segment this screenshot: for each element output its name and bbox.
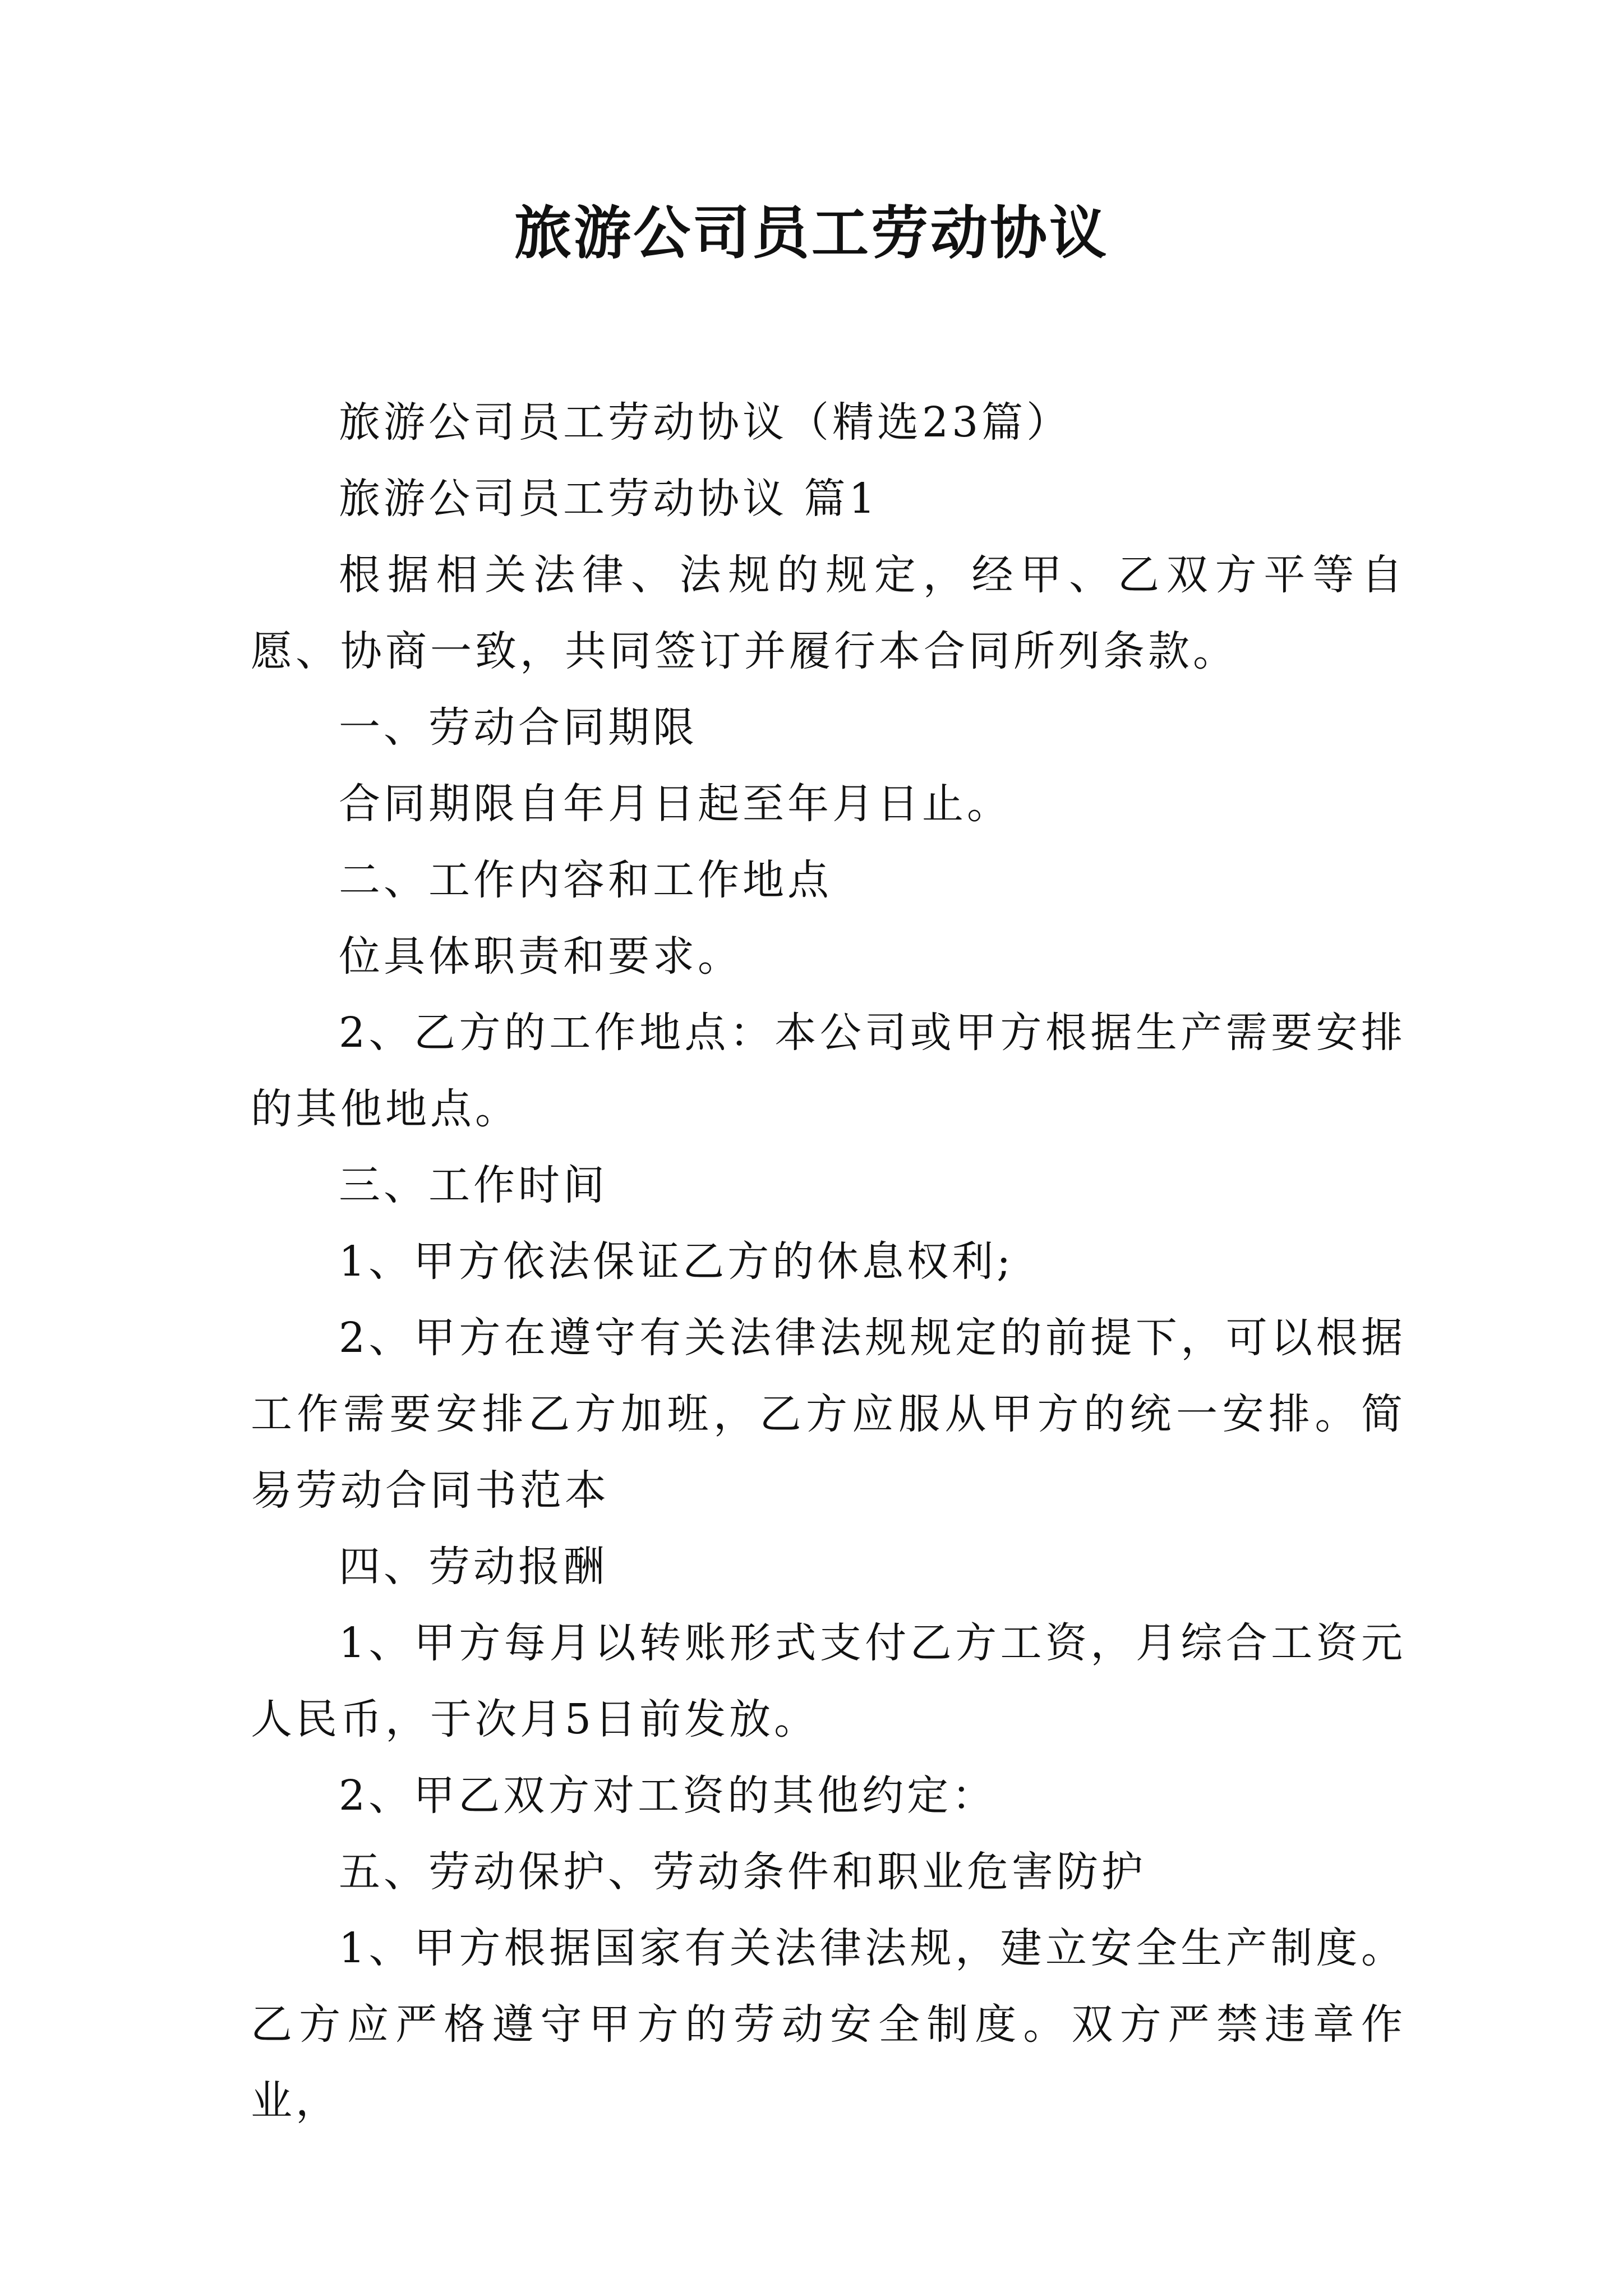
paragraph: 位具体职责和要求。 bbox=[339, 932, 743, 981]
document-title: 旅游公司员工劳动协议 bbox=[514, 200, 1109, 267]
section-heading: 五、劳动保护、劳动条件和职业危害防护 bbox=[339, 1848, 1146, 1896]
paragraph: 2、乙方的工作地点：本公司或甲方根据生产需要安排的其他地点。 bbox=[251, 1009, 1406, 1133]
section-heading: 三、工作时间 bbox=[339, 1161, 608, 1209]
paragraph: 根据相关法律、法规的规定，经甲、乙双方平等自愿、协商一致，共同签订并履行本合同所列条款。 bbox=[251, 551, 1406, 675]
paragraph: 2、甲乙双方对工资的其他约定： bbox=[339, 1772, 997, 1820]
section-heading: 二、工作内容和工作地点 bbox=[339, 856, 832, 904]
section-heading: 四、劳动报酬 bbox=[339, 1543, 608, 1591]
paragraph: 合同期限自年月日起至年月日止。 bbox=[339, 780, 1012, 828]
section-heading: 一、劳动合同期限 bbox=[339, 703, 698, 752]
paragraph: 1、甲方依法保证乙方的休息权利; bbox=[339, 1237, 1015, 1286]
paragraph: 1、甲方每月以转账形式支付乙方工资，月综合工资元人民币，于次月5日前发放。 bbox=[251, 1619, 1406, 1743]
paragraph: 1、甲方根据国家有关法律法规，建立安全生产制度。乙方应严格遵守甲方的劳动安全制度。双方严禁违章作业， bbox=[251, 1924, 1406, 2125]
document-body bbox=[251, 384, 1406, 2139]
paragraph: 2、甲方在遵守有关法律法规规定的前提下，可以根据工作需要安排乙方加班，乙方应服从甲方的统一安排。简易劳动合同书范本 bbox=[251, 1314, 1406, 1515]
paragraph: 旅游公司员工劳动协议（精选23篇） bbox=[339, 398, 1072, 447]
paragraph: 旅游公司员工劳动协议 篇1 bbox=[339, 475, 879, 523]
